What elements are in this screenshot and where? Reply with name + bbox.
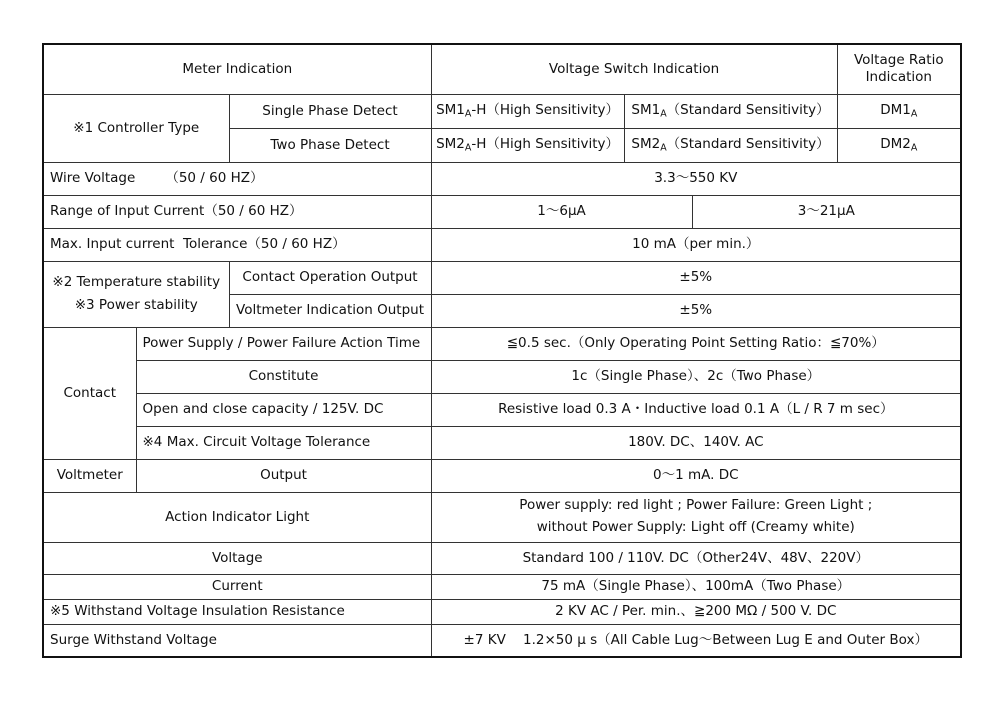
contact-label: Contact	[43, 327, 136, 459]
capacity-label: Open and close capacity / 125V. DC	[136, 393, 431, 426]
voltmeter-indication-output-label: Voltmeter Indication Output	[229, 294, 431, 327]
single-phase-ratio: $DM1_A$	[837, 94, 961, 128]
contact-operation-output-label: Contact Operation Output	[229, 261, 431, 294]
single-phase-high-sensitivity: $SM1_A-H(High$ Sensitivity）	[431, 94, 624, 128]
single-phase-standard-sensitivity: $SM1_A(Standard$ Sensitivity）	[624, 94, 837, 128]
withstand-insulation-label: ※5 Withstand Voltage Insulation Resistance	[43, 599, 431, 624]
header-voltage-switch-indication: Voltage Switch Indication	[431, 44, 837, 94]
voltmeter-indication-output-value: ±5%	[431, 294, 961, 327]
voltage-value: Standard 100 / 110V. DC（Other24V、48V、220V）	[431, 542, 961, 574]
circuit-voltage-tolerance-value: 180V. DC、140V. AC	[431, 426, 961, 459]
table-row	[43, 228, 961, 261]
two-phase-standard-sensitivity: $SM2_A(Standard$ Sensitivity）	[624, 128, 837, 162]
input-tolerance-label: Max. Input current Tolerance（50 / 60 HZ）	[43, 228, 431, 261]
withstand-insulation-value: 2 KV AC / Per. min.、≧200 MΩ / 500 V. DC	[431, 599, 961, 624]
table-row	[43, 459, 961, 492]
table-row	[43, 542, 961, 574]
capacity-value: Resistive load 0.3 A・Inductive load 0.1 A（L / R 7 m sec）	[431, 393, 961, 426]
table-row	[43, 261, 961, 294]
constitute-label: Constitute	[136, 360, 431, 393]
controller-type-label: ※1 Controller Type	[43, 94, 229, 162]
table-row	[43, 426, 961, 459]
input-current-value-a: 1～6μA	[431, 195, 692, 228]
voltmeter-output-label: Output	[136, 459, 431, 492]
wire-voltage-value: 3.3～550 KV	[431, 162, 961, 195]
table-row	[43, 599, 961, 624]
current-label: Current	[43, 574, 431, 599]
power-failure-time-value: ≦0.5 sec.（Only Operating Point Setting Ratio：≦70%）	[431, 327, 961, 360]
voltmeter-output-value: 0～1 mA. DC	[431, 459, 961, 492]
action-indicator-label: Action Indicator Light	[43, 492, 431, 542]
table-row	[43, 393, 961, 426]
wire-voltage-label: Wire Voltage （50 / 60 HZ）	[43, 162, 431, 195]
table-row	[43, 94, 961, 128]
table-row	[43, 162, 961, 195]
action-indicator-value: Power supply: red light ; Power Failure: Green Light ; without Power Supply: Light off (Creamy white)	[431, 492, 961, 542]
two-phase-ratio: $DM2_A$	[837, 128, 961, 162]
table-row	[43, 44, 961, 94]
voltage-label: Voltage	[43, 542, 431, 574]
power-failure-time-label: Power Supply / Power Failure Action Time	[136, 327, 431, 360]
table-row	[43, 195, 961, 228]
table-row	[43, 327, 961, 360]
table-row	[43, 492, 961, 542]
input-current-value-b: 3～21μA	[692, 195, 961, 228]
circuit-voltage-tolerance-label: ※4 Max. Circuit Voltage Tolerance	[136, 426, 431, 459]
header-voltage-ratio-indication: Voltage Ratio Indication	[837, 44, 961, 94]
stability-label: ※2 Temperature stability ※3 Power stability	[43, 261, 229, 327]
current-value: 75 mA（Single Phase）、100mA（Two Phase）	[431, 574, 961, 599]
surge-withstand-label: Surge Withstand Voltage	[43, 624, 431, 657]
table-row	[43, 360, 961, 393]
single-phase-detect-label: Single Phase Detect	[229, 94, 431, 128]
two-phase-high-sensitivity: $SM2_A-H(High$ Sensitivity）	[431, 128, 624, 162]
two-phase-detect-label: Two Phase Detect	[229, 128, 431, 162]
table-row	[43, 574, 961, 599]
input-current-label: Range of Input Current（50 / 60 HZ）	[43, 195, 431, 228]
voltmeter-label: Voltmeter	[43, 459, 136, 492]
spec-table	[42, 43, 962, 658]
contact-operation-output-value: ±5%	[431, 261, 961, 294]
constitute-value: 1c（Single Phase）、2c（Two Phase）	[431, 360, 961, 393]
surge-withstand-value: ±7 KV 1.2×50 μ s（All Cable Lug～Between Lug E and Outer Box）	[431, 624, 961, 657]
table-row	[43, 624, 961, 657]
input-tolerance-value: 10 mA（per min.）	[431, 228, 961, 261]
header-meter-indication: Meter Indication	[43, 44, 431, 94]
